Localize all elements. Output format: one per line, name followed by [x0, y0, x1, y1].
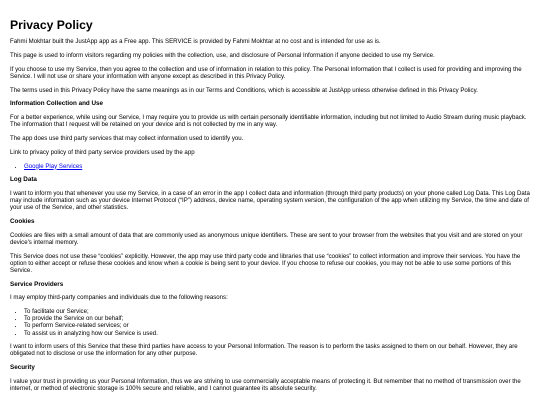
list-item	[24, 163, 530, 170]
list-item: • To assist us in analyzing how our Service is used.	[24, 330, 530, 337]
service-providers-intro: I may employ third-party companies and individuals due to the following reasons:	[10, 294, 228, 302]
third-party-links-list	[10, 163, 530, 170]
section-heading-service-providers: Service Providers	[10, 280, 64, 288]
section-heading-cookies: Cookies	[10, 218, 35, 226]
section-heading-information-collection: Information Collection and Use	[10, 100, 104, 108]
list-item: • To perform Service-related services; or	[24, 322, 530, 329]
cookies-paragraph: Cookies are files with a small amount of data that are commonly used as anonymous unique identifiers. These are sent to your browser from the websites that you visit and are stored on your device's internal memory.	[10, 231, 523, 246]
page-title: Privacy Policy	[10, 18, 93, 32]
intro-paragraph: This page is used to inform visitors regarding my policies with the collection, use, and disclosure of Personal Information if anyone decided to use my Service.	[10, 51, 435, 59]
security-paragraph: I value your trust in providing us your Personal Information, thus we are striving to use commercially acceptable means of protecting it. But remember that no method of transmission over the internet, or method of electronic storage is 100% secure and reliable, and I cannot guarantee its absolute security.	[10, 377, 521, 393]
log-data-paragraph: I want to inform you that whenever you use my Service, in a case of an error in the app I collect data and information (through third party products) on your phone called Log Data. This Log Data may include information such as your device Internet Protocol (“IP”) address, device name, operating system version, the configuration of the app when utilizing my Service, the time and date of your use of the Service, and other statistics.	[10, 189, 530, 212]
list-item: • To facilitate our Service;	[24, 308, 530, 315]
section-heading-security: Security	[10, 364, 35, 372]
google-play-services-link[interactable]: Google Play Services	[24, 162, 83, 170]
info-collection-paragraph: Link to privacy policy of third party service providers used by the app	[10, 148, 195, 156]
cookies-paragraph: This Service does not use these “cookies” explicitly. However, the app may use third party code and libraries that use “cookies” to collect information and improve their services. You have the option to either accept or refuse these cookies and know when a cookie is being sent to your device. If you choose to refuse our cookies, you may not be able to use some portions of this Service.	[10, 252, 521, 275]
section-heading-log-data: Log Data	[10, 176, 37, 184]
info-collection-paragraph: The app does use third party services that may collect information used to identify you.	[10, 134, 244, 142]
intro-paragraph: Fahmi Mokhtar built the JustApp app as a Free app. This SERVICE is provided by Fahmi Mokhtar at no cost and is intended for use as is.	[10, 38, 381, 45]
info-collection-paragraph: For a better experience, while using our Service, I may require you to provide us with certain personally identifiable information, including but not limited to Audio Stream during music playback. The information that I request will be retained on your device and is not collected by me in any way.	[10, 113, 527, 129]
service-provider-reasons-list	[10, 308, 530, 336]
service-providers-closing: I want to inform users of this Service that these third parties have access to your Personal Information. The reason is to perform the tasks assigned to them on our behalf. However, they are obligated not to disclose or use the information for any other purpose.	[10, 343, 518, 358]
list-item: • To provide the Service on our behalf;	[24, 315, 530, 322]
intro-paragraph: If you choose to use my Service, then you agree to the collection and use of information in relation to this policy. The Personal Information that I collect is used for providing and improving the Service. I will not use or share your information with anyone except as described in this Privacy Policy.	[10, 65, 522, 80]
intro-paragraph: The terms used in this Privacy Policy have the same meanings as in our Terms and Conditions, which is accessible at JustApp unless otherwise defined in this Privacy Policy.	[10, 86, 478, 94]
